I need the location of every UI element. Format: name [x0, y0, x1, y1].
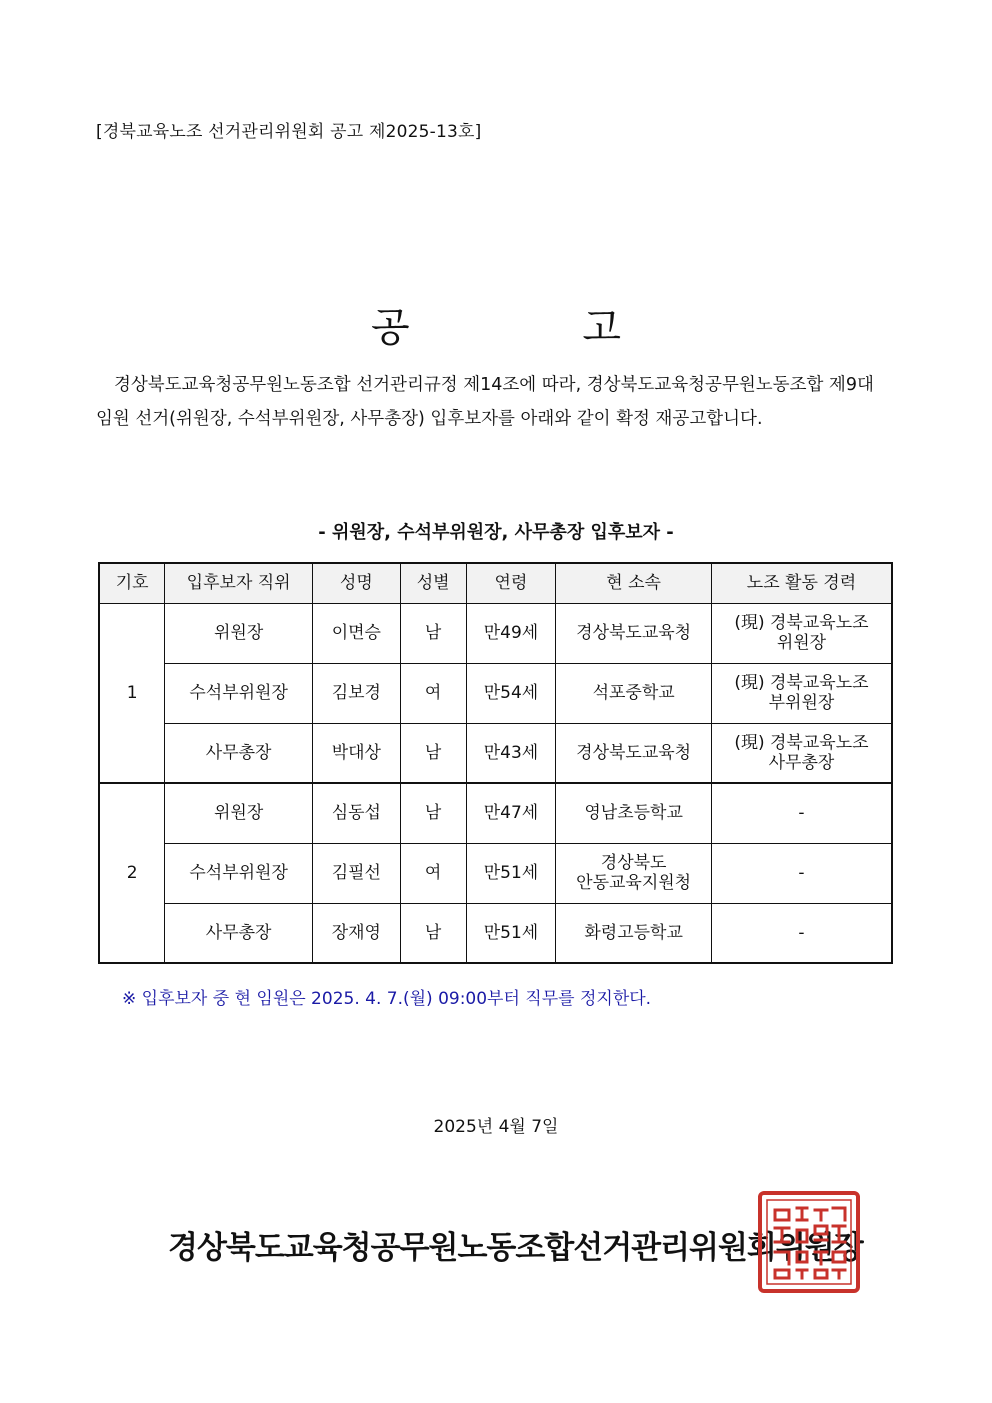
career-line-2: 위원장	[776, 633, 827, 653]
candidate-affiliation: 경상북도교육청	[556, 603, 712, 663]
candidate-position: 위원장	[165, 783, 313, 843]
affiliation-line-2: 안동교육지원청	[576, 873, 692, 893]
header-number: 기호	[99, 563, 165, 603]
signer-title: 경상북도교육청공무원노동조합선거관리위원회위원장	[168, 1230, 863, 1266]
candidate-affiliation: 석포중학교	[556, 663, 712, 723]
candidate-name: 김보경	[312, 663, 400, 723]
table-row	[99, 843, 892, 903]
notice-title: 공 고	[371, 305, 701, 351]
candidate-career	[711, 723, 892, 783]
header-age: 연령	[466, 563, 556, 603]
header-gender: 성별	[400, 563, 466, 603]
affiliation-line-1: 경상북도	[600, 853, 667, 873]
career-line-1: (現) 경북교육노조	[734, 613, 869, 633]
table-row	[99, 663, 892, 723]
body-line-2: 임원 선거(위원장, 수석부위원장, 사무총장) 입후보자를 아래와 같이 확정 재공고합니다.	[96, 409, 763, 429]
candidate-position: 사무총장	[165, 903, 313, 963]
candidate-group-2	[99, 783, 892, 963]
table-row	[99, 723, 892, 783]
candidate-name: 심동섭	[312, 783, 400, 843]
table-row	[99, 783, 892, 843]
candidate-affiliation: 영남초등학교	[556, 783, 712, 843]
candidate-position: 사무총장	[165, 723, 313, 783]
header-position: 입후보자 직위	[165, 563, 313, 603]
candidate-number: 2	[99, 783, 165, 963]
notice-body	[96, 368, 896, 436]
notice-date: 2025년 4월 7일	[433, 1117, 559, 1137]
candidates-table	[98, 562, 893, 964]
candidate-age: 만51세	[466, 843, 556, 903]
header-name: 성명	[312, 563, 400, 603]
candidate-gender: 남	[400, 723, 466, 783]
candidate-affiliation: 화령고등학교	[556, 903, 712, 963]
header-affiliation: 현 소속	[556, 563, 712, 603]
candidate-affiliation	[556, 843, 712, 903]
body-line-1: 경상북도교육청공무원노동조합 선거관리규정 제14조에 따라, 경상북도교육청공무원노동조합 제9대	[114, 375, 874, 395]
candidate-name: 박대상	[312, 723, 400, 783]
table-header-row	[99, 563, 892, 603]
candidate-gender: 남	[400, 783, 466, 843]
candidate-gender: 남	[400, 903, 466, 963]
career-line-2: 부위원장	[768, 693, 835, 713]
candidate-career: -	[711, 783, 892, 843]
candidate-age: 만54세	[466, 663, 556, 723]
candidate-name: 김필선	[312, 843, 400, 903]
notice-footnote: ※ 입후보자 중 현 임원은 2025. 4. 7.(월) 09:00부터 직무를 정지한다.	[122, 989, 652, 1009]
candidate-gender: 남	[400, 603, 466, 663]
candidate-position: 위원장	[165, 603, 313, 663]
candidate-group-1	[99, 603, 892, 783]
candidate-age: 만43세	[466, 723, 556, 783]
candidate-number: 1	[99, 603, 165, 783]
candidate-name: 이면승	[312, 603, 400, 663]
candidate-age: 만49세	[466, 603, 556, 663]
career-line-2: 사무총장	[768, 752, 835, 773]
candidate-name: 장재영	[312, 903, 400, 963]
candidate-career	[711, 663, 892, 723]
career-line-1: (現) 경북교육노조	[734, 732, 869, 753]
official-seal-icon	[757, 1190, 861, 1294]
table-row	[99, 903, 892, 963]
candidate-gender: 여	[400, 663, 466, 723]
header-career: 노조 활동 경력	[711, 563, 892, 603]
notice-reference: [경북교육노조 선거관리위원회 공고 제2025-13호]	[96, 122, 482, 142]
candidate-gender: 여	[400, 843, 466, 903]
candidate-position: 수석부위원장	[165, 843, 313, 903]
candidate-career: -	[711, 843, 892, 903]
table-row	[99, 603, 892, 663]
candidate-career: -	[711, 903, 892, 963]
career-line-1: (現) 경북교육노조	[734, 673, 869, 693]
candidate-affiliation: 경상북도교육청	[556, 723, 712, 783]
candidate-age: 만51세	[466, 903, 556, 963]
candidate-position: 수석부위원장	[165, 663, 313, 723]
candidate-age: 만47세	[466, 783, 556, 843]
candidate-career	[711, 603, 892, 663]
table-caption: - 위원장, 수석부위원장, 사무총장 입후보자 -	[318, 522, 674, 543]
